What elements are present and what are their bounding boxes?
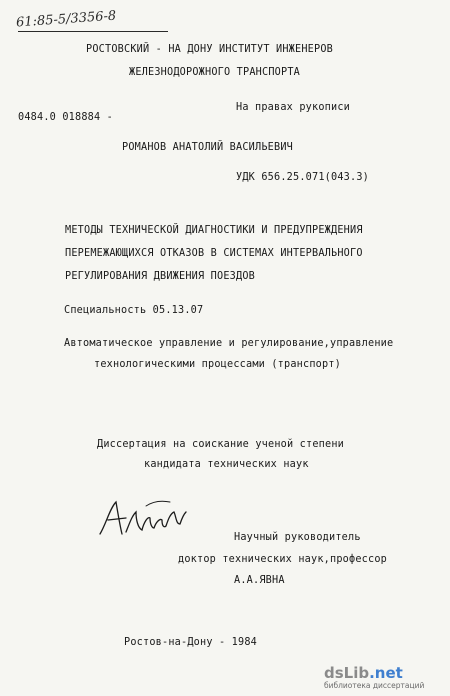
- watermark: [324, 664, 442, 690]
- archive-code-underline: [18, 31, 168, 32]
- udc-code: УДК 656.25.071(043.3): [236, 172, 370, 183]
- institution-line-1: РОСТОВСКИЙ - НА ДОНУ ИНСТИТУТ ИНЖЕНЕРОВ: [86, 44, 334, 55]
- dissertation-line-1: Диссертация на соискание ученой степени: [97, 439, 345, 450]
- supervisor-name: А.А.ЯВНА: [234, 575, 285, 586]
- watermark-subtitle: библиотека диссертаций: [324, 681, 425, 690]
- supervisor-title: Научный руководитель: [234, 532, 361, 543]
- supervisor-degree: доктор технических наук,профессор: [178, 554, 388, 565]
- place-year: Ростов-на-Дону - 1984: [124, 637, 258, 648]
- author-name: РОМАНОВ АНАТОЛИЙ ВАСИЛЬЕВИЧ: [122, 142, 294, 153]
- title-line-2: ПЕРЕМЕЖАЮЩИХСЯ ОТКАЗОВ В СИСТЕМАХ ИНТЕРВАЛЬНОГО: [65, 248, 363, 259]
- title-line-3: РЕГУЛИРОВАНИЯ ДВИЖЕНИЯ ПОЕЗДОВ: [65, 271, 256, 282]
- handwritten-signature: [96, 494, 188, 542]
- specialty: Специальность 05.13.07: [64, 305, 204, 316]
- watermark-logo: dsLib.net: [324, 664, 403, 682]
- specialty-name-line-1: Автоматическое управление и регулирование,управление: [64, 338, 394, 349]
- title-line-1: МЕТОДЫ ТЕХНИЧЕСКОЙ ДИАГНОСТИКИ И ПРЕДУПРЕЖДЕНИЯ: [65, 225, 363, 236]
- archive-code: 61:85-5/3356-8: [15, 8, 117, 31]
- institution-line-2: ЖЕЛЕЗНОДОРОЖНОГО ТРАНСПОРТА: [129, 67, 301, 78]
- catalog-number: 0484.0 018884 -: [18, 112, 114, 123]
- specialty-name-line-2: технологическими процессами (транспорт): [94, 359, 342, 370]
- manuscript-rights: На правах рукописи: [236, 102, 351, 113]
- dissertation-line-2: кандидата технических наук: [144, 459, 309, 470]
